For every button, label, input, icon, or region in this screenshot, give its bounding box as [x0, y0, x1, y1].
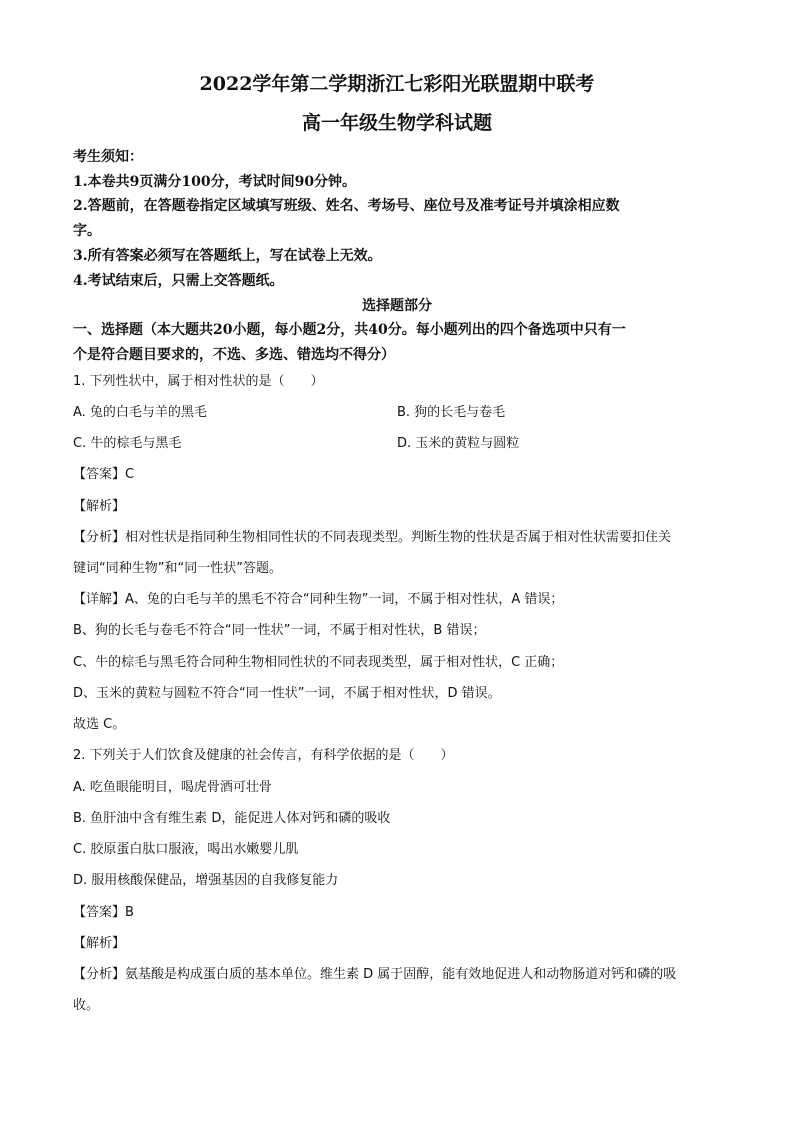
section-title: 选择题部分 — [362, 298, 432, 314]
question-2-option-b: B. 鱼肝油中含有维生素 D，能促进人体对钙和磷的吸收 — [73, 811, 391, 826]
question-1-stem: 1. 下列性状中，属于相对性状的是（ ） — [73, 374, 324, 389]
question-1-conclusion: 故选 C。 — [73, 717, 126, 732]
question-2-analysis-label: 【解析】 — [73, 936, 126, 951]
exam-title: 2022学年第二学期浙江七彩阳光联盟期中联考 — [199, 73, 595, 95]
section-instruction: 个是符合题目要求的，不选、多选、错选均不得分） — [73, 347, 395, 363]
question-1-analysis: 键词“同种生物”和“同一性状”答题。 — [73, 561, 282, 576]
question-1-option-c: C. 牛的棕毛与黑毛 — [73, 436, 182, 451]
question-1-analysis: 【分析】相对性状是指同种生物相同性状的不同表现类型。判断生物的性状是否属于相对性状需要扣住关 — [73, 530, 672, 545]
section-instruction: 一、选择题（本大题共20小题，每小题2分，共40分。每小题列出的四个备选项中只有一 — [73, 322, 626, 338]
exam-subtitle: 高一年级生物学科试题 — [301, 112, 492, 134]
question-2-analysis: 【分析】氨基酸是构成蛋白质的基本单位。维生素 D 属于固醇，能有效地促进人和动物肠道对钙和磷的吸 — [73, 967, 677, 982]
notice-item: 1.本卷共9页满分100分，考试时间90分钟。 — [73, 174, 357, 190]
notice-item: 4.考试结束后，只需上交答题纸。 — [73, 273, 284, 289]
question-1-answer: 【答案】C — [73, 467, 135, 482]
question-1-detail: 【详解】A、兔的白毛与羊的黑毛不符合“同种生物”一词，不属于相对性状，A 错误； — [73, 592, 564, 607]
notice-item: 3.所有答案必须写在答题纸上，写在试卷上无效。 — [73, 248, 382, 264]
question-1-analysis-label: 【解析】 — [73, 499, 126, 514]
question-1-option-d: D. 玉米的黄粒与圆粒 — [397, 436, 520, 451]
question-2-option-a: A. 吃鱼眼能明目，喝虎骨酒可壮骨 — [73, 780, 272, 795]
question-2-answer: 【答案】B — [73, 905, 134, 920]
question-1-option-a: A. 兔的白毛与羊的黑毛 — [73, 405, 207, 420]
notice-item: 2.答题前，在答题卷指定区域填写班级、姓名、考场号、座位号及准考证号并填涂相应数 — [73, 198, 620, 214]
question-1-detail: B、狗的长毛与卷毛不符合“同一性状”一词，不属于相对性状，B 错误； — [73, 623, 486, 638]
notice-heading: 考生须知： — [73, 149, 143, 165]
notice-item: 字。 — [73, 223, 101, 239]
question-1-option-b: B. 狗的长毛与卷毛 — [397, 405, 506, 420]
question-1-detail: C、牛的棕毛与黑毛符合同种生物相同性状的不同表现类型，属于相对性状，C 正确； — [73, 655, 564, 670]
question-2-option-c: C. 胶原蛋白肽口服液，喝出水嫩婴儿肌 — [73, 842, 299, 857]
question-2-analysis: 收。 — [73, 998, 100, 1013]
question-2-stem: 2. 下列关于人们饮食及健康的社会传言，有科学依据的是（ ） — [73, 748, 454, 763]
question-1-detail: D、玉米的黄粒与圆粒不符合“同一性状”一词，不属于相对性状，D 错误。 — [73, 686, 501, 701]
question-2-option-d: D. 服用核酸保健品，增强基因的自我修复能力 — [73, 873, 339, 888]
